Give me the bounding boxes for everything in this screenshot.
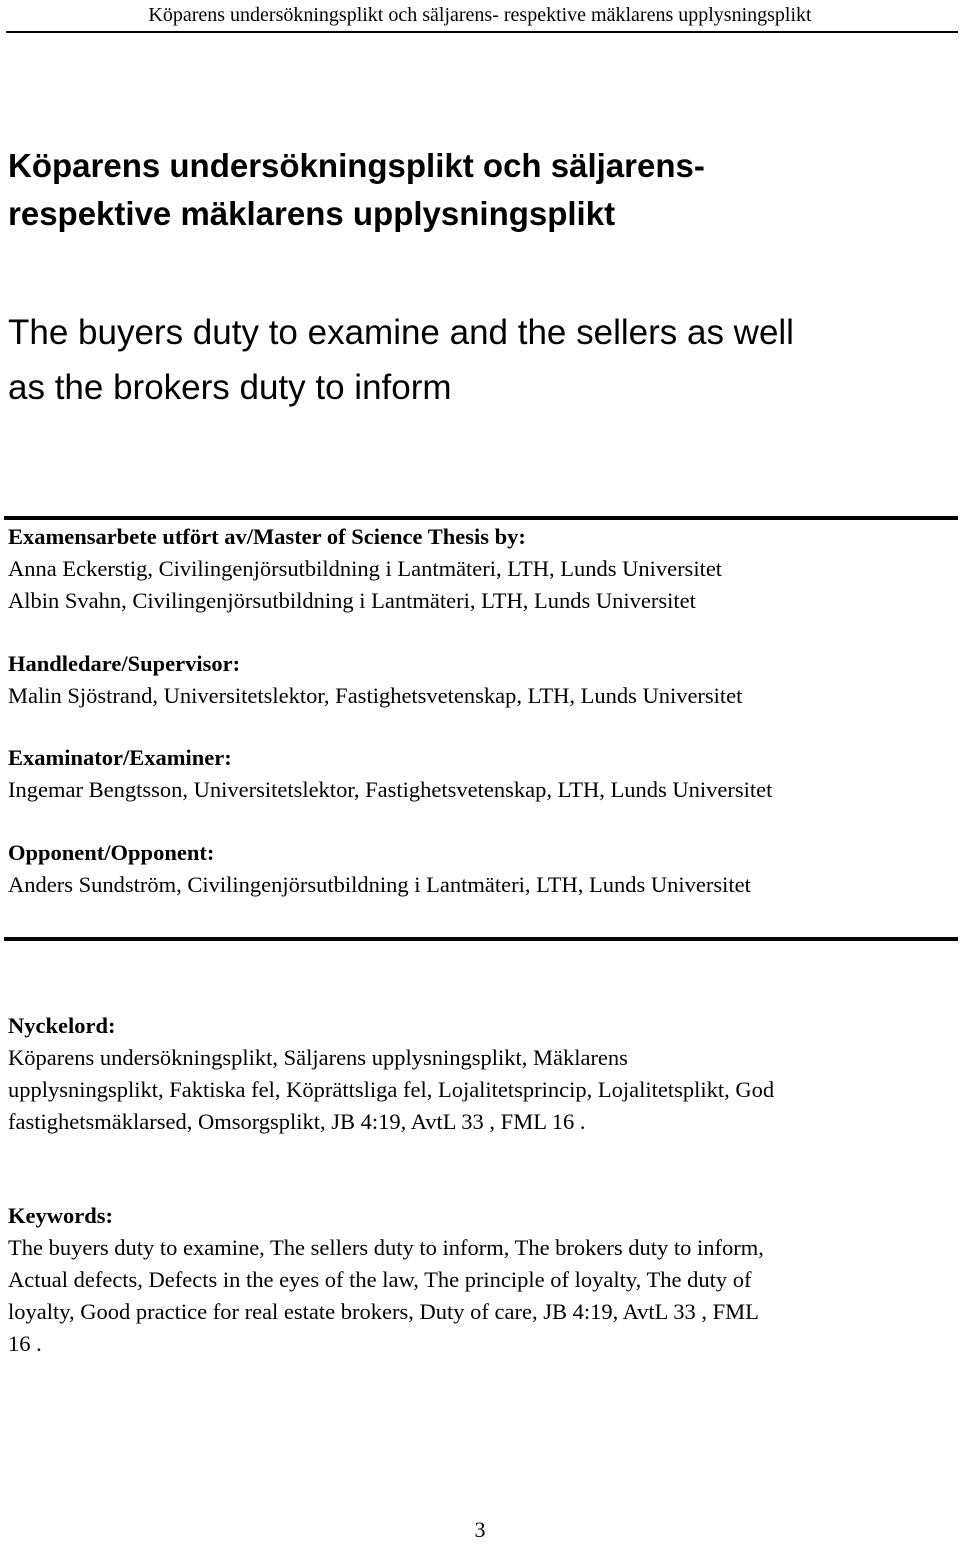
keywords-swedish-section: [8, 1010, 953, 1138]
section-rule-bottom: [4, 937, 958, 941]
supervisor-name: Malin Sjöstrand, Universitetslektor, Fastighetsvetenskap, LTH, Lunds Universitet: [8, 683, 743, 708]
examiner-section: [8, 742, 953, 806]
running-header: Köparens undersökningsplikt och säljarens- respektive mäklarens upplysningsplikt: [148, 4, 812, 26]
title-swedish: [8, 142, 948, 238]
examiner-label: Examinator/Examiner:: [8, 745, 232, 770]
supervisor-label: Handledare/Supervisor:: [8, 651, 241, 676]
keywords-english-line: Actual defects, Defects in the eyes of the law, The principle of loyalty, The duty of: [8, 1267, 752, 1292]
keywords-english-label: Keywords:: [8, 1203, 113, 1228]
opponent-section: [8, 837, 953, 901]
title-swedish-line-1: Köparens undersökningsplikt och säljarens-: [8, 147, 705, 184]
keywords-english-line: loyalty, Good practice for real estate brokers, Duty of care, JB 4:19, AvtL 33 , FML: [8, 1299, 759, 1324]
title-english-line-2: as the brokers duty to inform: [8, 368, 452, 407]
thesis-authors-section: [8, 521, 953, 617]
title-english-line-1: The buyers duty to examine and the sellers as well: [8, 313, 794, 352]
section-rule-top: [4, 516, 958, 520]
keywords-english-line: 16 .: [8, 1331, 42, 1356]
page-number: 3: [474, 1517, 486, 1542]
examiner-name: Ingemar Bengtsson, Universitetslektor, Fastighetsvetenskap, LTH, Lunds Universitet: [8, 777, 773, 802]
opponent-name: Anders Sundström, Civilingenjörsutbildning i Lantmäteri, LTH, Lunds Universitet: [8, 872, 751, 897]
keywords-swedish-line: fastighetsmäklarsed, Omsorgsplikt, JB 4:19, AvtL 33 , FML 16 .: [8, 1109, 586, 1134]
header-rule: [6, 31, 958, 33]
keywords-swedish-line: Köparens undersökningsplikt, Säljarens upplysningsplikt, Mäklarens: [8, 1045, 628, 1070]
keywords-english-section: [8, 1200, 953, 1360]
keywords-swedish-line: upplysningsplikt, Faktiska fel, Köprättsliga fel, Lojalitetsprincip, Lojalitetsplikt, God: [8, 1077, 775, 1102]
thesis-label: Examensarbete utfört av/Master of Science Thesis by:: [8, 524, 526, 549]
author-line: Anna Eckerstig, Civilingenjörsutbildning i Lantmäteri, LTH, Lunds Universitet: [8, 556, 723, 581]
title-english: [8, 305, 948, 415]
author-line: Albin Svahn, Civilingenjörsutbildning i Lantmäteri, LTH, Lunds Universitet: [8, 588, 696, 613]
keywords-english-line: The buyers duty to examine, The sellers duty to inform, The brokers duty to inform,: [8, 1235, 764, 1260]
opponent-label: Opponent/Opponent:: [8, 840, 215, 865]
supervisor-section: [8, 648, 953, 712]
title-swedish-line-2: respektive mäklarens upplysningsplikt: [8, 195, 616, 232]
keywords-swedish-label: Nyckelord:: [8, 1013, 116, 1038]
